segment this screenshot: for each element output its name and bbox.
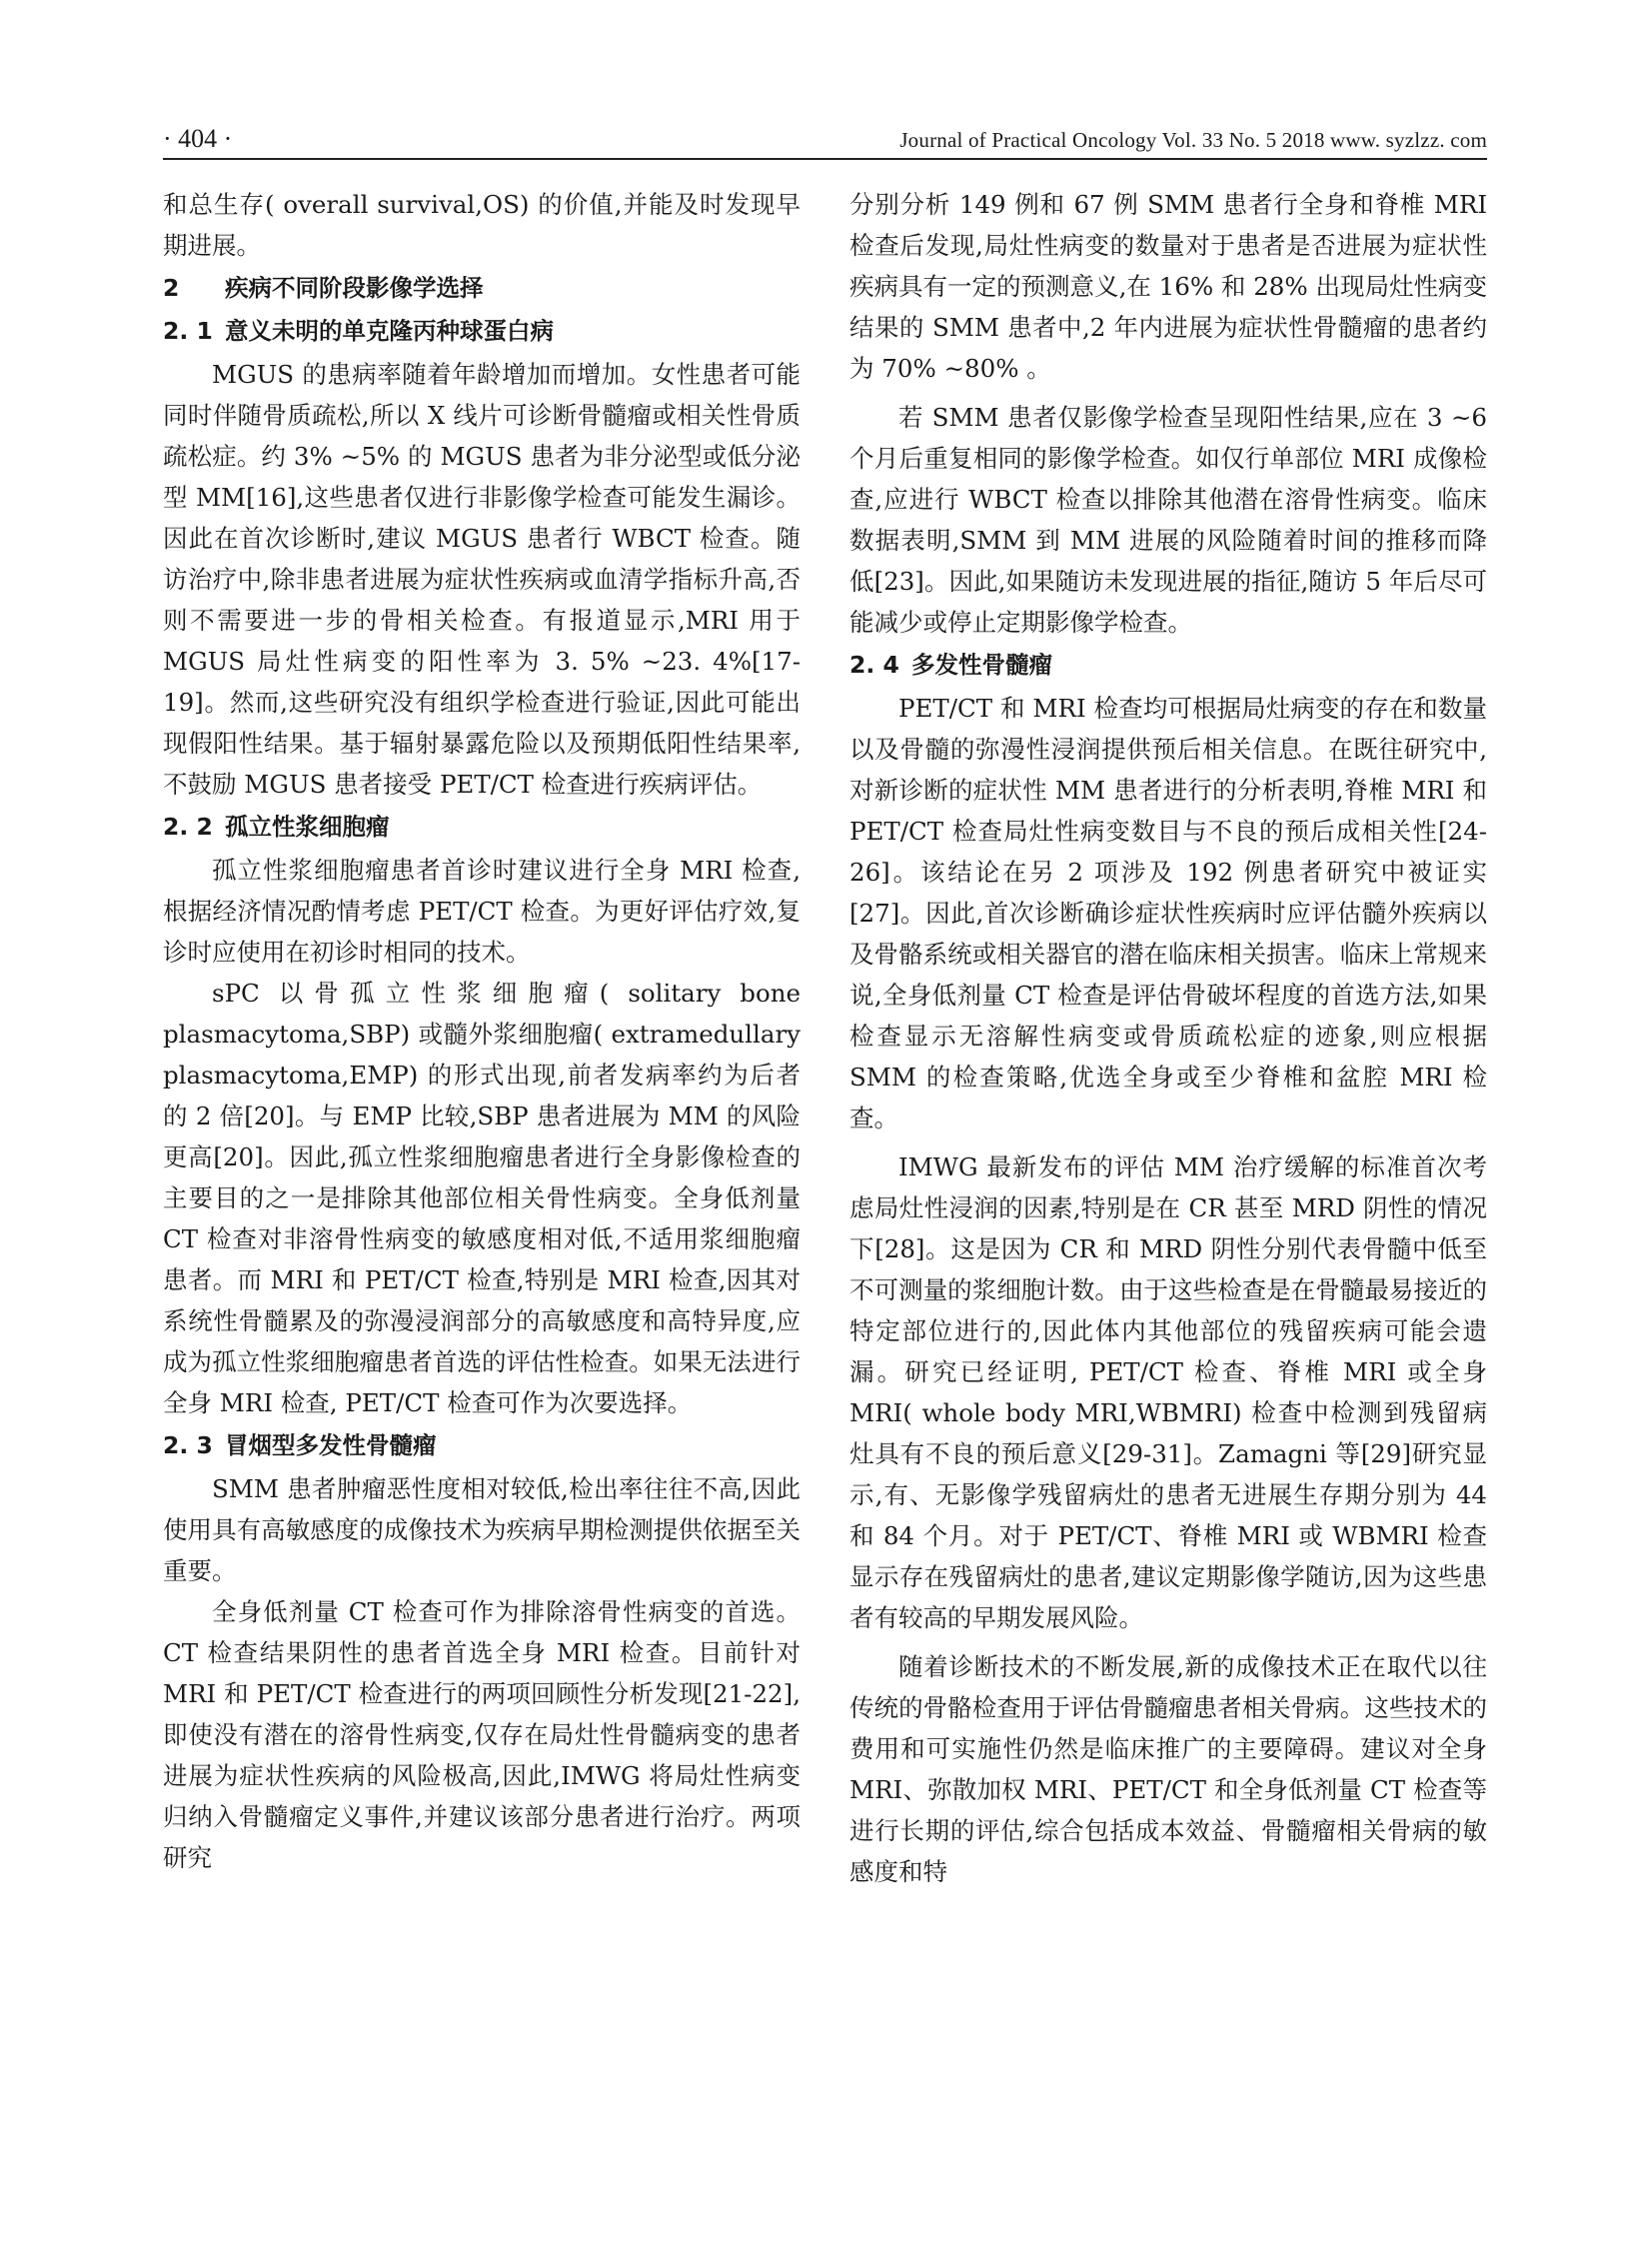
section-title: 疾病不同阶段影像学选择 bbox=[225, 274, 484, 302]
journal-citation: Journal of Practical Oncology Vol. 33 No. 5 2018 www. syzlzz. com bbox=[899, 128, 1487, 152]
paragraph: 全身低剂量 CT 检查可作为排除溶骨性病变的首选。CT 检查结果阴性的患者首选全身 MRI 检查。目前针对 MRI 和 PET/CT 检查进行的两项回顾性分析发现[21-22],即使没有潜在的溶骨性病变,仅存在局灶性骨髓病变的患者进展为症状性疾病的风险极高,因此,IMWG 将局灶性病变归纳入骨髓瘤定义事件,并建议该部分患者进行治疗。两项研究 bbox=[163, 1597, 801, 1872]
paragraph: 若 SMM 患者仅影像学检查呈现阳性结果,应在 3 ~6 个月后重复相同的影像学检查。如仅行单部位 MRI 成像检查,应进行 WBCT 检查以排除其他潜在溶骨性病变。临床数据表明,SMM 到 MM 进展的风险随着时间的推移而降低[23]。因此,如果随访未发现进展的指征,随访 5 年后尽可能减少或停止定期影像学检查。 bbox=[849, 403, 1487, 637]
subsection-heading bbox=[163, 311, 801, 352]
paragraph: 随着诊断技术的不断发展,新的成像技术正在取代以往传统的骨骼检查用于评估骨髓瘤患者相关骨病。这些技术的费用和可实施性仍然是临床推广的主要障碍。建议对全身 MRI、弥散加权 MRI、PET/CT 和全身低剂量 CT 检查等进行长期的评估,综合包括成本效益、骨髓瘤相关骨病的敏感度和特 bbox=[849, 1652, 1487, 1886]
subsection-number: 2. 1 bbox=[163, 317, 213, 345]
paragraph-gap bbox=[849, 1138, 1487, 1146]
paragraph: PET/CT 和 MRI 检查均可根据局灶病变的存在和数量以及骨髓的弥漫性浸润提供预后相关信息。在既往研究中,对新诊断的症状性 MM 患者进行的分析表明,脊椎 MRI 和 PET/CT 检查局灶性病变数目与不良的预后成相关性[24-26]。该结论在另 2 项涉及 192 例患者研究中被证实[27]。因此,首次诊断确诊症状性疾病时应评估髓外疾病以及骨骼系统或相关器官的潜在临床相关损害。临床上常规来说,全身低剂量 CT 检查是评估骨破坏程度的首选方法,如果检查显示无溶解性病变或骨质疏松症的迹象,则应根据 SMM 的检查策略,优选全身或至少脊椎和盆腔 MRI 检查。 bbox=[849, 694, 1487, 1132]
paragraph: 分别分析 149 例和 67 例 SMM 患者行全身和脊椎 MRI 检查后发现,局灶性病变的数量对于患者是否进展为症状性疾病具有一定的预测意义,在 16% 和 28% 出现局灶性病变结果的 SMM 患者中,2 年内进展为症状性骨髓瘤的患者约为 70% ~80% 。 bbox=[849, 190, 1487, 383]
subsection-title: 孤立性浆细胞瘤 bbox=[225, 813, 390, 841]
paragraph: 孤立性浆细胞瘤患者首诊时建议进行全身 MRI 检查,根据经济情况酌情考虑 PET/CT 检查。为更好评估疗效,复诊时应使用在初诊时相同的技术。 bbox=[163, 856, 801, 967]
paragraph: IMWG 最新发布的评估 MM 治疗缓解的标准首次考虑局灶性浸润的因素,特别是在 CR 甚至 MRD 阴性的情况下[28]。这是因为 CR 和 MRD 阴性分别代表骨髓中低至不可测量的浆细胞计数。由于这些检查是在骨髓最易接近的特定部位进行的,因此体内其他部位的残留疾病可能会遗漏。研究已经证明, PET/CT 检查、脊椎 MRI 或全身 MRI( whole body MRI,WBMRI) 检查中检测到残留病灶具有不良的预后意义[29-31]。Zamagni 等[29]研究显示,有、无影像学残留病灶的患者无进展生存期分别为 44 和 84 个月。对于 PET/CT、脊椎 MRI 或 WBMRI 检查显示存在残留病灶的患者,建议定期影像学随访,因为这些患者有较高的早期发展风险。 bbox=[849, 1152, 1487, 1632]
subsection-title: 多发性骨髓瘤 bbox=[911, 651, 1052, 679]
paragraph-gap bbox=[849, 1638, 1487, 1646]
subsection-number: 2. 3 bbox=[163, 1431, 213, 1459]
right-column bbox=[849, 184, 1487, 1892]
subsection-heading bbox=[163, 807, 801, 848]
subsection-heading bbox=[163, 1425, 801, 1466]
subsection-title: 冒烟型多发性骨髓瘤 bbox=[225, 1431, 437, 1459]
paragraph: 和总生存( overall survival,OS) 的价值,并能及时发现早期进展。 bbox=[163, 190, 801, 260]
subsection-heading bbox=[849, 645, 1487, 686]
section-heading bbox=[163, 268, 801, 309]
page-number: · 404 · bbox=[163, 124, 233, 153]
paragraph: MGUS 的患病率随着年龄增加而增加。女性患者可能同时伴随骨质疏松,所以 X 线片可诊断骨髓瘤或相关性骨质疏松症。约 3% ~5% 的 MGUS 患者为非分泌型或低分泌型 MM[16],这些患者仅进行非影像学检查可能发生漏诊。因此在首次诊断时,建议 MGUS 患者行 WBCT 检查。随访治疗中,除非患者进展为症状性疾病或血清学指标升高,否则不需要进一步的骨相关检查。有报道显示,MRI 用于 MGUS 局灶性病变的阳性率为 3. 5% ~23. 4%[17-19]。然而,这些研究没有组织学检查进行验证,因此可能出现假阳性结果。基于辐射暴露危险以及预期低阳性结果率,不鼓励 MGUS 患者接受 PET/CT 检查进行疾病评估。 bbox=[163, 360, 801, 799]
paragraph-gap bbox=[849, 389, 1487, 397]
subsection-number: 2. 2 bbox=[163, 813, 213, 841]
left-column bbox=[163, 184, 801, 1878]
header-rule bbox=[163, 158, 1487, 160]
subsection-title: 意义未明的单克隆丙种球蛋白病 bbox=[225, 317, 554, 345]
subsection-number: 2. 4 bbox=[849, 651, 899, 679]
paragraph: SMM 患者肿瘤恶性度相对较低,检出率往往不高,因此使用具有高敏感度的成像技术为疾病早期检测提供依据至关重要。 bbox=[163, 1474, 801, 1585]
section-number: 2 bbox=[163, 274, 180, 302]
paragraph: sPC 以骨孤立性浆细胞瘤( solitary bone plasmacytoma,SBP) 或髓外浆细胞瘤( extramedullary plasmacytoma,EMP) 的形式出现,前者发病率约为后者的 2 倍[20]。与 EMP 比较,SBP 患者进展为 MM 的风险更高[20]。因此,孤立性浆细胞瘤患者进行全身影像检查的主要目的之一是排除其他部位相关骨性病变。全身低剂量 CT 检查对非溶骨性病变的敏感度相对低,不适用浆细胞瘤患者。而 MRI 和 PET/CT 检查,特别是 MRI 检查,因其对系统性骨髓累及的弥漫浸润部分的高敏感度和高特异度,应成为孤立性浆细胞瘤患者首选的评估性检查。如果无法进行全身 MRI 检查, PET/CT 检查可作为次要选择。 bbox=[163, 979, 801, 1417]
